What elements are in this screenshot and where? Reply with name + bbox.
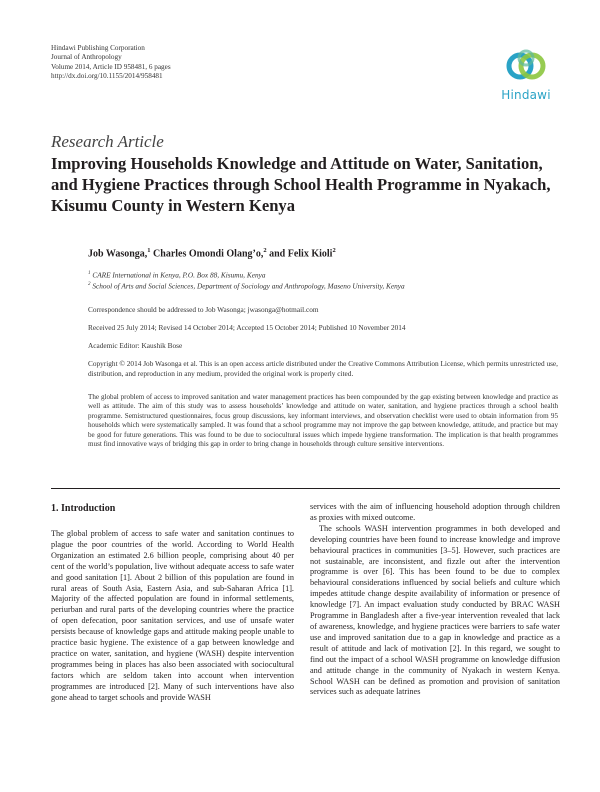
affiliation-item — [88, 280, 558, 291]
correspondence: Correspondence should be addressed to Job Wasonga; jwasonga@hotmail.com — [88, 305, 319, 314]
affiliations — [88, 269, 558, 292]
academic-editor: Academic Editor: Kaushik Bose — [88, 341, 183, 350]
author-name: Job Wasonga, — [88, 248, 148, 260]
hindawi-logo — [494, 46, 558, 106]
intro-paragraph-continued: services with the aim of influencing household adoption through children as proxies with mixed outcome. — [310, 502, 560, 522]
publisher-line: Hindawi Publishing Corporation — [51, 44, 145, 52]
affiliation-text: CARE International in Kenya, P.O. Box 88, Kisumu, Kenya — [92, 270, 266, 280]
affiliation-item — [88, 269, 558, 280]
affiliation-mark: 1 — [88, 271, 91, 276]
logo-wordmark: Hindawi — [501, 88, 551, 102]
author-name: Charles Omondi Olang’o, — [153, 248, 264, 260]
section-heading-introduction: 1. Introduction — [51, 503, 116, 514]
volume-line: Volume 2014, Article ID 958481, 6 pages — [51, 62, 171, 71]
copyright-notice: Copyright © 2014 Job Wasonga et al. This is an open access article distributed under the Creative Commons Attribution License, which permits unrestricted use, distribution, and reproduction in any medium, provided the original work is properly cited. — [88, 359, 558, 378]
affiliation-mark: 2 — [88, 282, 91, 288]
paper-title: Improving Households Knowledge and Attitude on Water, Sanitation, and Hygiene Practices through School Health Programme in Nyakach, Kisumu County in Western Kenya — [51, 154, 551, 215]
author-affil-mark: 2 — [263, 247, 267, 254]
author-affil-mark: 2 — [332, 247, 336, 254]
journal-header — [51, 44, 171, 81]
hindawi-rings-logo-icon — [505, 46, 547, 86]
journal-line: Journal of Anthropology — [51, 53, 122, 62]
publication-dates: Received 25 July 2014; Revised 14 October 2014; Accepted 15 October 2014; Published 10 November 2014 — [88, 323, 406, 332]
intro-column-left: The global problem of access to safe water and sanitation continues to plague the poor countries of the world. According to World Health Organization an estimated 2.6 billion people, comprising about 40 per cent of the world’s population, live without adequate access to safe water and good sanitation [1]. About 2 billion of this population are found in rural areas of South Asia, Eastern Asia, and sub-Saharan Africa [1]. Majority of the affected population are found in informal settlements, periurban and rural parts of the developing countries where the practice of open defecation, poor sanitation services, and use of unsafe water persists because of knowledge gaps and attitude making people unable to practice basic hygiene. The existence of a gap between knowledge and practice on water, sanitation, and hygiene (WASH) despite intervention programmes being in places has also been associated with sociocultural factors which are seldom taken into account when intervention programmes are introduced [2]. Many of such interventions have also gone ahead to target schools and provide WASH — [51, 529, 294, 702]
affiliation-text: School of Arts and Social Sciences, Department of Sociology and Anthropology, Maseno University, Kenya — [92, 281, 405, 291]
author-name: and Felix Kioli — [269, 248, 333, 260]
author-affil-mark: 1 — [147, 247, 151, 254]
abstract: The global problem of access to improved sanitation and water management practices has been compounded by the gap existing between knowledge and practice as well as attitude. The aim of this study was to assess households’ knowledge and attitude on water, sanitation, and hygiene practices through a school health programme. Semistructured questionnaires, focus group discussions, key informant interviews, and observation checklist were used to obtain information from 95 households which were systematically sampled. It was found that a school programme may not improve the gap between knowledge, attitude, and practice but may be good for future generations. This was found to be due to sociocultural issues which impede hygiene transformation. The implication is that health programmes must find innovative ways of bridging this gap in order to bring change in households through culture sensitive interventions. — [88, 393, 558, 449]
intro-paragraph: The schools WASH intervention programmes in both developed and developing countries have been found to increase knowledge and improve behavioural practices in communities [3–5]. However, such practices are not sustainable, are inconsistent, and fizzle out after the intervention programme is over [6]. This has been found to be due to complex behavioural considerations influenced by social beliefs and culture which impedes attitude change despite availability of information or presence of knowledge [7]. An impact evaluation study conducted by BRAC WASH Programme in Bangladesh after a five-year intervention revealed that lack of awareness, knowledge, and hygiene practices were barriers to safe water use and improved sanitation due to a gap in knowledge and practice as a result of attitude and lack of motivation [2]. In this regard, we sought to find out the impact of a school WASH programme on knowledge diffusion and attitude change in the community of Nyakach in western Kenya. School WASH can be defined as promotion and provision of sanitation services such as adequate latrines — [310, 523, 560, 697]
author-list — [88, 247, 336, 259]
intro-column-right — [310, 502, 560, 698]
article-type: Research Article — [51, 132, 164, 151]
doi-link[interactable]: http://dx.doi.org/10.1155/2014/958481 — [51, 71, 163, 80]
section-divider — [51, 488, 560, 489]
